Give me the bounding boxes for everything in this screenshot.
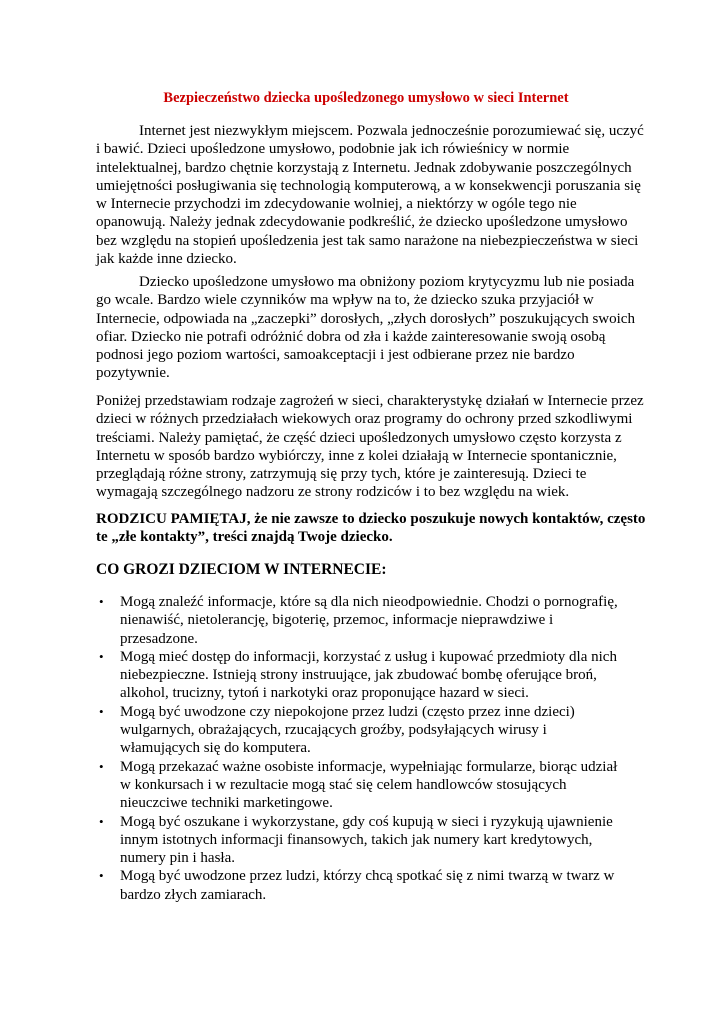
text-line: Poniżej przedstawiam rodzaje zagrożeń w sieci, charakterystykę działań w Internecie przez	[96, 393, 644, 409]
text-line: wymagają szczególnego nadzoru ze strony rodziców i to bez względu na wiek.	[96, 484, 570, 501]
list-item	[96, 703, 636, 758]
text-line: Internetu w sposób bardzo wybiórczy, inne z kolei działają w Internecie spontanicznie,	[96, 447, 617, 464]
threats-heading: CO GROZI DZIECIOM W INTERNECIE:	[96, 561, 387, 578]
text-line: niebezpieczne. Istnieją strony instruujące, jak zbudować bombę oferujące broń,	[120, 667, 597, 684]
text-line: nieuczciwe techniki marketingowe.	[120, 795, 333, 812]
paragraph-intro	[96, 122, 644, 268]
text-line: pozytywnie.	[96, 365, 170, 382]
text-line: bez względu na stopień upośledzenia jest tak samo narażone na niebezpieczeństwa w sieci	[96, 232, 639, 249]
text-line: Dziecko upośledzone umysłowo ma obniżony poziom krytycyzmu lub nie posiada	[139, 274, 635, 290]
document-title: Bezpieczeństwo dziecka upośledzonego umysłowo w sieci Internet	[163, 90, 569, 106]
text-line: Mogą być oszukane i wykorzystane, gdy coś kupują w sieci i ryzykują ujawnienie	[120, 813, 613, 830]
list-item	[96, 813, 636, 868]
text-line: i bawić. Dzieci upośledzone umysłowo, podobnie jak ich rówieśnicy w normie	[96, 141, 570, 158]
text-line: przeglądają różne strony, zatrzymują się przy tych, które je zainteresują. Dzieci te	[96, 466, 587, 483]
text-line: nienawiść, nietolerancję, bigoterię, przemoc, informacje nieprawdziwe i	[120, 612, 554, 629]
text-line: włamujących się do komputera.	[120, 740, 311, 757]
text-line: podnosi jego poziom wartości, samoakceptacji i jest odbierane przez nie bardzo	[96, 347, 575, 364]
text-line: intelektualnej, bardzo chętnie korzystają z Internetu. Jednak zdobywanie poszczególnych	[96, 159, 632, 176]
text-line: Mogą być uwodzone czy niepokojone przez ludzi (często przez inne dzieci)	[120, 703, 575, 720]
threats-list	[96, 593, 636, 904]
text-line: dzieci w różnych przedziałach wiekowych oraz programy do ochrony przed szkodliwymi	[96, 411, 633, 428]
text-line: numery pin i hasła.	[120, 850, 235, 867]
list-item	[96, 867, 636, 904]
bullet-icon: •	[99, 594, 104, 609]
text-line: Mogą przekazać ważne osobiste informacje, wypełniając formularze, biorąc udział	[120, 758, 618, 775]
text-line: w konkursach i w rezultacie mogą stać się celem handlowców stosujących	[120, 776, 567, 793]
text-line: Mogą mieć dostęp do informacji, korzystać z usług i kupować przedmioty dla nich	[120, 648, 617, 665]
bullet-icon: •	[99, 758, 104, 774]
bullet-icon: •	[99, 703, 104, 719]
text-line: treściami. Należy pamiętać, że część dzieci upośledzonych umysłowo często korzysta z	[96, 429, 622, 446]
list-item	[96, 593, 636, 648]
bullet-icon: •	[99, 813, 104, 829]
parent-warning	[96, 510, 646, 547]
text-line: go wcale. Bardzo wiele czynników ma wpływ na to, że dziecko szuka przyjaciół w	[96, 292, 594, 309]
text-line: innym istotnych informacji finansowych, takich jak numery kart kredytowych,	[120, 831, 593, 848]
text-line: alkohol, trucizny, tytoń i narkotyki oraz proponujące hazard w sieci.	[120, 685, 529, 702]
bullet-icon: •	[99, 648, 104, 664]
text-line: Internet jest niezwykłym miejscem. Pozwala jednocześnie porozumiewać się, uczyć	[139, 123, 644, 139]
text-line: Mogą znaleźć informacje, które są dla nich nieodpowiednie. Chodzi o pornografię,	[120, 594, 618, 610]
text-line: umiejętności posługiwania się technologią komputerową, a w konsekwencji poruszania się	[96, 177, 641, 194]
text-line: przesadzone.	[120, 630, 198, 647]
list-item	[96, 758, 636, 813]
text-line: jak każde inne dziecko.	[96, 251, 237, 268]
text-line: Internecie, odpowiada na „zaczepki” dorosłych, „złych dorosłych” poszukujących swoich	[96, 310, 635, 327]
text-line: wulgarnych, obrażających, rzucających groźby, podsyłających wirusy i	[120, 722, 547, 739]
bullet-icon: •	[99, 868, 104, 884]
text-line: bardzo złych zamiarach.	[120, 886, 267, 903]
text-line: opanowują. Należy jednak zdecydowanie podkreślić, że dziecko upośledzone umysłowo	[96, 214, 628, 231]
paragraph-threats-overview	[96, 392, 644, 502]
text-line: w Internecie przychodzi im zdecydowanie wolniej, a niektórzy w ogóle tego nie	[96, 196, 577, 213]
text-line: RODZICU PAMIĘTAJ, że nie zawsze to dziecko poszukuje nowych kontaktów, często	[96, 511, 646, 527]
list-item	[96, 648, 636, 703]
paragraph-criticism	[96, 273, 636, 383]
text-line: ofiar. Dziecko nie potrafi odróżnić dobra od zła i każde zainteresowanie swoją osobą	[96, 328, 606, 345]
text-line: Mogą być uwodzone przez ludzi, którzy chcą spotkać się z nimi twarzą w twarz w	[120, 868, 615, 885]
text-line: te „złe kontakty”, treści znajdą Twoje dziecko.	[96, 529, 393, 546]
